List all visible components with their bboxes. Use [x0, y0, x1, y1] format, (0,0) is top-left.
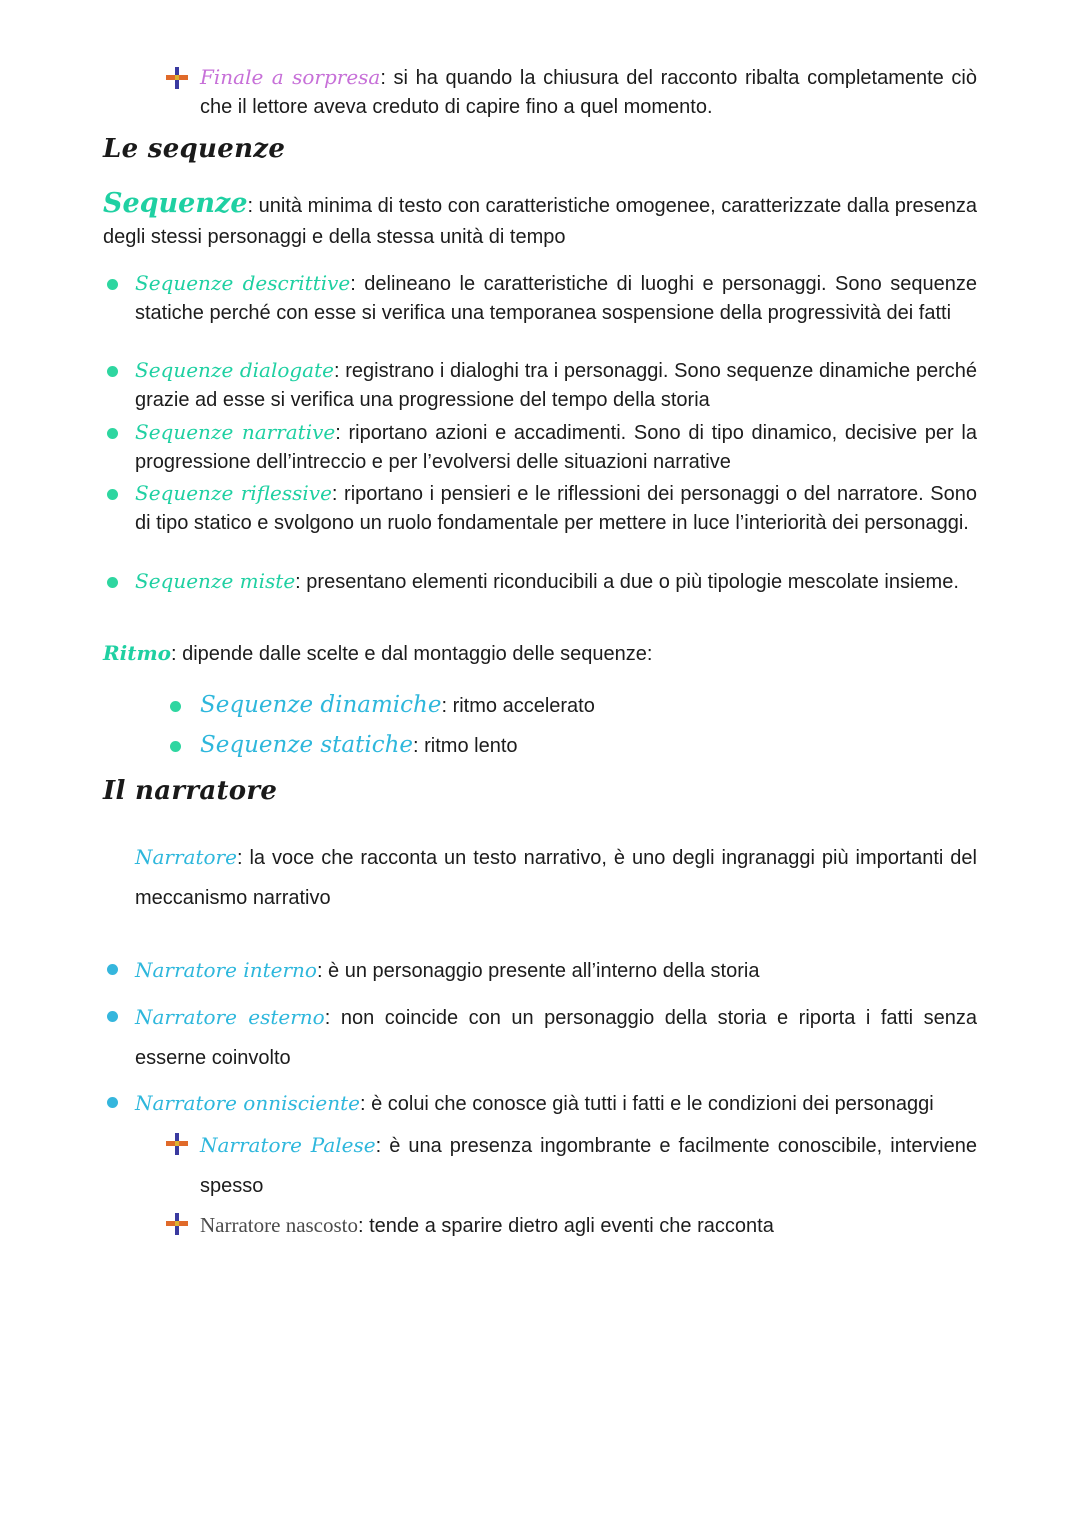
- list-item: [135, 1083, 977, 1124]
- ritmo-item-term: Sequenze statiche: [200, 732, 414, 758]
- finale-term: Finale a sorpresa: [200, 65, 381, 89]
- cross-icon: [166, 67, 188, 89]
- finale-item: [200, 63, 977, 122]
- sub-item-term: Narratore Palese: [200, 1133, 376, 1157]
- ritmo-item-term: Sequenze dinamiche: [200, 692, 442, 718]
- list-item: [135, 997, 977, 1078]
- item-term: Narratore interno: [135, 958, 317, 982]
- sequenze-definition: [103, 188, 977, 253]
- sub-list-item: [200, 1205, 977, 1246]
- heading-narratore: Il narratore: [103, 776, 278, 806]
- bullet-icon: [170, 701, 181, 712]
- item-text: : è un personaggio presente all’interno della storia: [316, 960, 760, 982]
- item-term: Sequenze dialogate: [135, 358, 334, 382]
- item-text: : registrano i dialoghi tra i personaggi. Sono sequenze dinamiche perché grazie ad esse si verifica una progressione del tempo della storia: [135, 360, 978, 411]
- ritmo-item-text: : ritmo accelerato: [441, 695, 595, 717]
- bullet-icon: [107, 489, 118, 500]
- bullet-icon: [107, 428, 118, 439]
- cross-icon: [166, 1213, 188, 1235]
- sub-item-text: : tende a sparire dietro agli eventi che racconta: [358, 1215, 774, 1237]
- list-item: [135, 950, 977, 991]
- ritmo-definition: [103, 638, 977, 670]
- item-text: : è colui che conosce già tutti i fatti e le condizioni dei personaggi: [359, 1093, 934, 1115]
- ritmo-term: Ritmo: [103, 641, 171, 665]
- finale-text: : si ha quando la chiusura del racconto ribalta completamente ciò che il lettore aveva creduto di capire fino a quel momento.: [200, 67, 978, 118]
- item-term: Narratore onnisciente: [135, 1091, 360, 1115]
- ritmo-item-text: : ritmo lento: [413, 735, 518, 757]
- ritmo-item: [200, 691, 900, 721]
- narratore-term: Narratore: [135, 845, 237, 869]
- list-item: [135, 356, 977, 415]
- list-item: [135, 567, 977, 597]
- bullet-icon: [107, 1011, 118, 1022]
- bullet-icon: [107, 279, 118, 290]
- sub-item-term: Narratore nascosto: [200, 1213, 359, 1237]
- item-term: Sequenze narrative: [135, 420, 336, 444]
- sequenze-definition-text: : unità minima di testo con caratteristiche omogenee, caratterizzate dalla presenza degli stessi personaggi e della stessa unità di tempo: [103, 195, 977, 248]
- narratore-definition: [135, 837, 977, 918]
- sub-item-text: : è una presenza ingombrante e facilmente conoscibile, interviene spesso: [200, 1135, 977, 1197]
- item-text: : delineano le caratteristiche di luoghi e personaggi. Sono sequenze statiche perché con esse si verifica una temporanea sospensione della progressività dei fatti: [135, 273, 977, 324]
- bullet-icon: [107, 366, 118, 377]
- item-term: Sequenze descrittive: [135, 271, 351, 295]
- bullet-icon: [170, 741, 181, 752]
- narratore-definition-text: : la voce che racconta un testo narrativo, è uno degli ingranaggi più importanti del meccanismo narrativo: [135, 847, 977, 909]
- sub-list-item: [200, 1125, 977, 1206]
- cross-icon: [166, 1133, 188, 1155]
- bullet-icon: [107, 1097, 118, 1108]
- heading-sequenze: Le sequenze: [103, 134, 286, 164]
- bullet-icon: [107, 964, 118, 975]
- list-item: [135, 479, 977, 538]
- item-text: : non coincide con un personaggio della storia e riporta i fatti senza esserne coinvolto: [135, 1007, 977, 1069]
- sequenze-term: Sequenze: [103, 188, 248, 219]
- item-term: Sequenze riflessive: [135, 481, 332, 505]
- bullet-icon: [107, 577, 118, 588]
- item-text: : riportano i pensieri e le riflessioni dei personaggi o del narratore. Sono di tipo statico e svolgono un ruolo fondamentale per mettere in luce l’interiorità dei personaggi.: [135, 483, 977, 534]
- list-item: [135, 418, 977, 477]
- list-item: [135, 269, 977, 328]
- item-text: : presentano elementi riconducibili a due o più tipologie mescolate insieme.: [295, 571, 959, 593]
- item-term: Narratore esterno: [135, 1005, 325, 1029]
- item-term: Sequenze miste: [135, 569, 296, 593]
- item-text: : riportano azioni e accadimenti. Sono di tipo dinamico, decisive per la progressione dell’intreccio e per l’evolversi delle situazioni narrative: [135, 422, 977, 473]
- ritmo-item: [200, 731, 900, 761]
- ritmo-text: : dipende dalle scelte e dal montaggio delle sequenze:: [170, 643, 653, 665]
